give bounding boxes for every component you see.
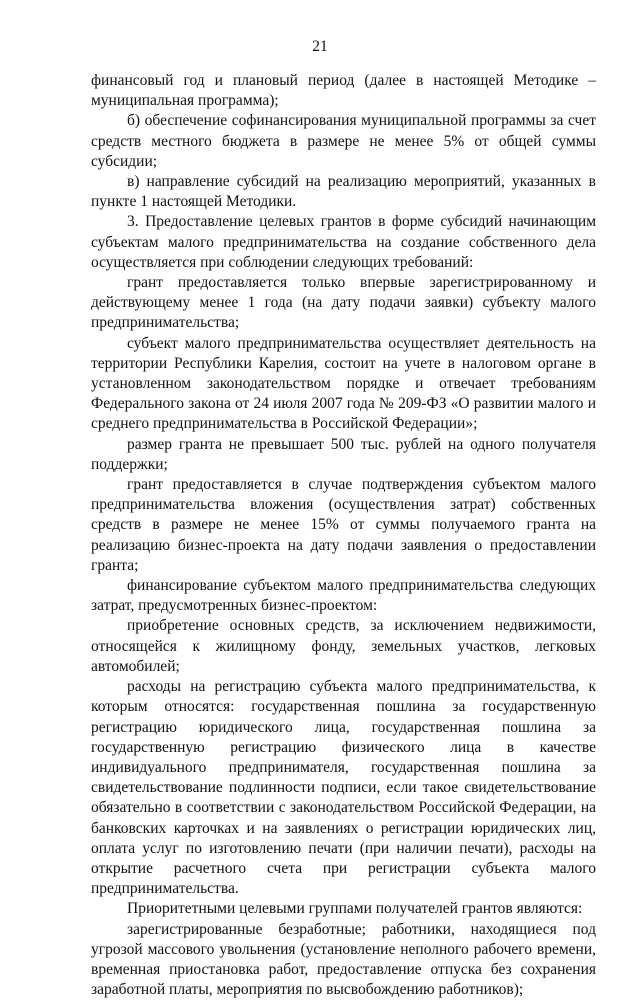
paragraph-expense: расходы на регистрацию субъекта малого предпринимательства, к которым относятся: государственная пошлина за государственную регистрацию юридического лица, государственная пошлина за государственную регистрацию физического лица в качестве индивидуального предпринимателя, государственная пошлина за свидетельствование подлинности подписи, если такое свидетельствование обязательно в соответствии с законодательством Российской Федерации, на банковских карточках и на заявлениях о регистрации юридических лиц, оплата услуг по изготовлению печати (при наличии печати), расходы на открытие расчетного счета при регистрации субъекта малого предпринимательства. [91,678,596,898]
paragraph-item-b: б) обеспечение софинансирования муниципальной программы за счет средств местного бюджета в размере не менее 5% от общей суммы субсидии; [91,112,596,170]
paragraph-requirement: грант предоставляется только впервые зарегистрированному и действующему менее 1 года (на дату подачи заявки) субъекту малого предпринимательства; [91,274,596,332]
paragraph-priority-groups: Приоритетными целевыми группами получателей грантов являются: [127,900,583,918]
paragraph-item-v: в) направление субсидий на реализацию мероприятий, указанных в пункте 1 настоящей Методики. [91,173,596,211]
paragraph-requirement: субъект малого предпринимательства осуществляет деятельность на территории Республики Карелия, состоит на учете в налоговом органе в установленном законодательством порядке и отвечает требованиям Федерального закона от 24 июля 2007 года № 209-ФЗ «О развитии малого и среднего предпринимательства в Российской Федерации»; [91,334,596,433]
paragraph-section-3: 3. Предоставление целевых грантов в форме субсидий начинающим субъектам малого предпринимательства на создание собственного дела осуществляется при соблюдении следующих требований: [91,213,596,271]
paragraph-requirement: размер гранта не превышает 500 тыс. рублей на одного получателя поддержки; [91,435,596,473]
paragraph-continuation: финансовый год и плановый период (далее в настоящей Методике – муниципальная программа); [91,72,596,110]
document-body [91,71,596,1000]
paragraph-priority-group: зарегистрированные безработные; работники, находящиеся под угрозой массового увольнения (установление неполного рабочего времени, временная приостановка работ, предоставление отпуска без сохранения заработной платы, мероприятия по высвобождению работников); [91,920,596,999]
page-number: 21 [312,38,328,55]
paragraph-requirement: грант предоставляется в случае подтверждения субъектом малого предпринимательства вложения (осуществления затрат) собственных средств в размере не менее 15% от суммы получаемого гранта на реализацию бизнес-проекта на дату подачи заявления о предоставлении гранта; [91,476,596,574]
paragraph-expense: приобретение основных средств, за исключением недвижимости, относящейся к жилищному фонду, земельных участков, легковых автомобилей; [91,617,596,675]
paragraph-requirement: финансирование субъектом малого предпринимательства следующих затрат, предусмотренных бизнес-проектом: [91,577,596,615]
